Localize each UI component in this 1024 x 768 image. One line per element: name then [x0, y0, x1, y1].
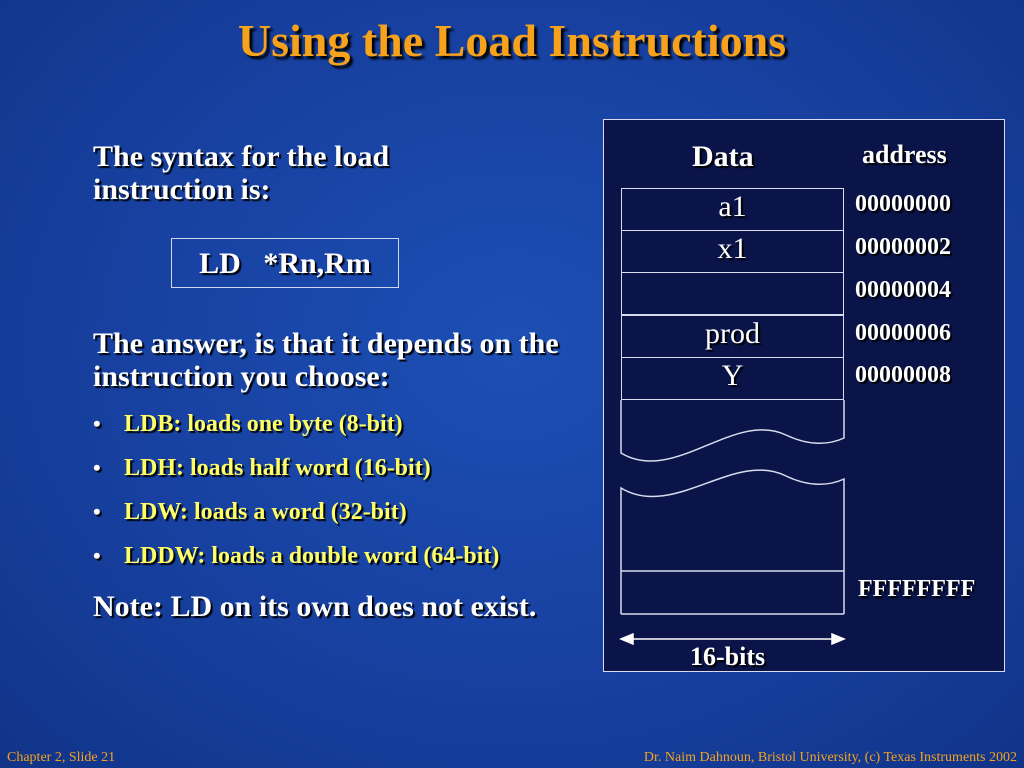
- bullet-lddw: [93, 536, 499, 580]
- memory-address: 00000002: [855, 234, 951, 260]
- memory-address-last: FFFFFFFF: [858, 576, 976, 602]
- bullet-icon: •: [93, 499, 101, 524]
- footer-slide-number: Chapter 2, Slide 21: [7, 750, 116, 765]
- arrow-left-head-icon: [621, 634, 633, 644]
- memory-lower-break-shape: [621, 470, 844, 614]
- memory-address: 00000008: [855, 362, 951, 388]
- instruction-box: LD *Rn,Rm: [171, 238, 399, 288]
- answer-text: The answer, is that it depends on the instruction you choose:: [93, 327, 559, 393]
- bit-width-label: 16-bits: [690, 642, 766, 671]
- bullet-text: LDDW: loads a double word (64-bit): [124, 543, 500, 569]
- bullet-ldb: [93, 404, 499, 448]
- bullet-text: LDH: loads half word (16-bit): [124, 455, 431, 481]
- arrow-right-head-icon: [832, 634, 844, 644]
- memory-break-and-width-graphic: [604, 120, 1006, 673]
- data-column-header: Data: [692, 140, 754, 173]
- bullet-icon: •: [93, 455, 101, 480]
- memory-cell: prod: [621, 315, 844, 358]
- memory-address: 00000006: [855, 320, 951, 346]
- bullet-ldw: [93, 492, 499, 536]
- bullet-ldh: [93, 448, 499, 492]
- slide-title: Using the Load Instructions: [237, 15, 787, 66]
- memory-cell: a1: [621, 188, 844, 231]
- bullet-icon: •: [93, 543, 101, 568]
- memory-cell: x1: [621, 230, 844, 273]
- load-variants-list: [93, 404, 499, 580]
- address-column-header: address: [862, 140, 947, 169]
- bullet-icon: •: [93, 411, 101, 436]
- memory-upper-break-shape: [621, 400, 844, 461]
- footer-credit: Dr. Naim Dahnoun, Bristol University, (c) Texas Instruments 2002: [643, 750, 1017, 765]
- memory-address: 00000000: [855, 191, 951, 217]
- memory-map-panel: [603, 119, 1005, 672]
- memory-address: 00000004: [855, 277, 951, 303]
- memory-cell: Y: [621, 357, 844, 400]
- syntax-text: The syntax for the load instruction is:: [93, 140, 390, 206]
- bullet-text: LDB: loads one byte (8-bit): [124, 411, 403, 437]
- note-text: Note: LD on its own does not exist.: [93, 590, 537, 623]
- bullet-text: LDW: loads a word (32-bit): [124, 499, 407, 525]
